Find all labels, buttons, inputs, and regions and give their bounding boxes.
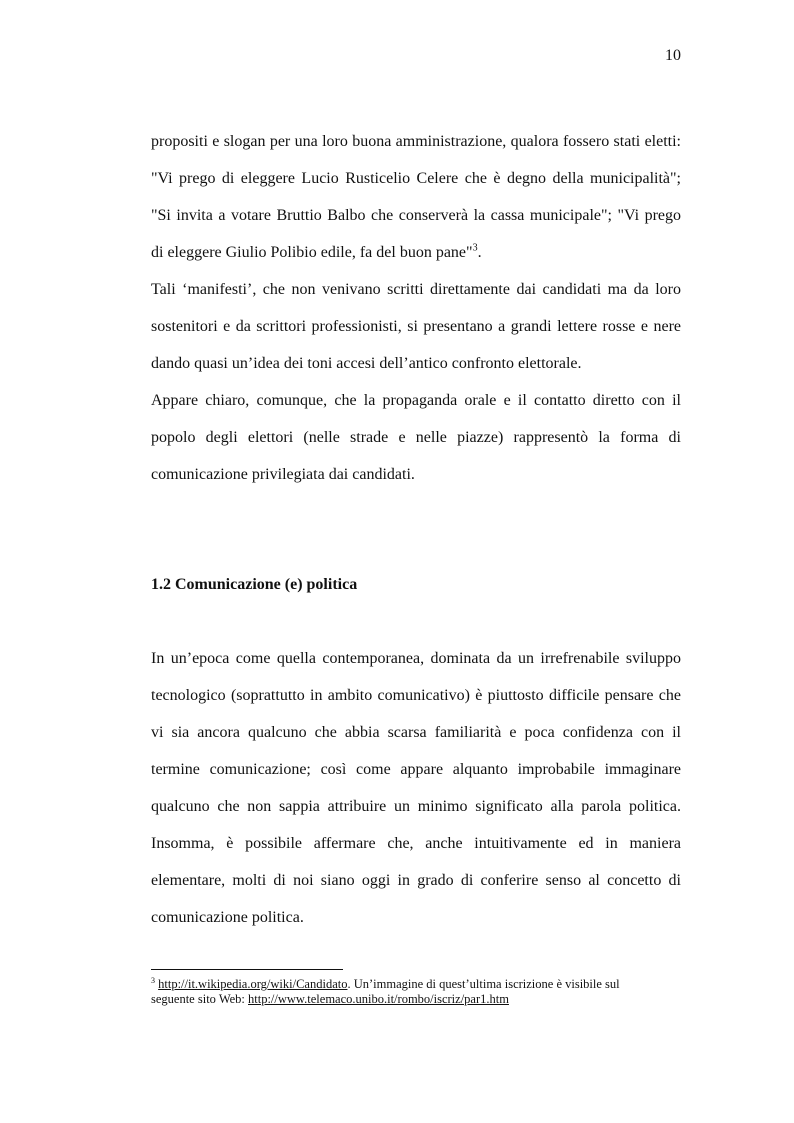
- paragraph-4-line-8: comunicazione politica.: [151, 909, 304, 926]
- footnote: [151, 977, 681, 1007]
- paragraph-3-line-2: popolo degli elettori (nelle strade e nelle piazze) rappresentò la forma di: [151, 429, 681, 446]
- footnote-reference[interactable]: 3: [472, 242, 478, 254]
- footnote-separator: [151, 969, 343, 970]
- footnote-text-1: . Un’immagine di quest’ultima iscrizione è visibile sul: [347, 977, 620, 991]
- paragraph-3-line-1: Appare chiaro, comunque, che la propaganda orale e il contatto diretto con il: [151, 392, 681, 409]
- paragraph-4-line-2: tecnologico (soprattutto in ambito comunicativo) è piuttosto difficile pensare che: [151, 687, 681, 704]
- paragraph-4-line-6: Insomma, è possibile affermare che, anche intuitivamente ed in maniera: [151, 835, 681, 852]
- page-number: 10: [665, 47, 681, 64]
- paragraph-1-line-3: "Si invita a votare Bruttio Balbo che conserverà la cassa municipale"; "Vi prego: [151, 207, 681, 224]
- footnote-link-telemaco[interactable]: http://www.telemaco.unibo.it/rombo/iscriz/par1.htm: [248, 992, 509, 1006]
- paragraph-1-line-4: [151, 243, 681, 263]
- footnote-number: 3: [151, 975, 155, 985]
- paragraph-1-line-4-text: di eleggere Giulio Polibio edile, fa del buon pane": [151, 244, 473, 261]
- paragraph-4-line-5: qualcuno che non sappia attribuire un minimo significato alla parola politica.: [151, 798, 681, 815]
- paragraph-3-line-3: comunicazione privilegiata dai candidati.: [151, 466, 415, 483]
- paragraph-4-line-3: vi sia ancora qualcuno che abbia scarsa familiarità e poca confidenza con il: [151, 724, 681, 741]
- paragraph-4-line-1: In un’epoca come quella contemporanea, dominata da un irrefrenabile sviluppo: [151, 650, 681, 667]
- section-heading: 1.2 Comunicazione (e) politica: [151, 576, 358, 593]
- paragraph-1-line-1: propositi e slogan per una loro buona amministrazione, qualora fossero stati eletti:: [151, 133, 681, 150]
- paragraph-1-line-2: "Vi prego di eleggere Lucio Rusticelio Celere che è degno della municipalità";: [151, 170, 681, 187]
- paragraph-1-end-punctuation: .: [477, 244, 482, 261]
- paragraph-2-line-3: dando quasi un’idea dei toni accesi dell’antico confronto elettorale.: [151, 355, 582, 372]
- paragraph-4-line-4: termine comunicazione; così come appare alquanto improbabile immaginare: [151, 761, 681, 778]
- paragraph-4-line-7: elementare, molti di noi siano oggi in grado di conferire senso al concetto di: [151, 872, 681, 889]
- paragraph-2-line-2: sostenitori e da scrittori professionisti, si presentano a grandi lettere rosse e nere: [151, 318, 681, 335]
- paragraph-2-line-1: Tali ‘manifesti’, che non venivano scritti direttamente dai candidati ma da loro: [151, 281, 681, 298]
- footnote-link-wikipedia[interactable]: http://it.wikipedia.org/wiki/Candidato: [158, 977, 348, 991]
- footnote-text-2: seguente sito Web:: [151, 992, 249, 1006]
